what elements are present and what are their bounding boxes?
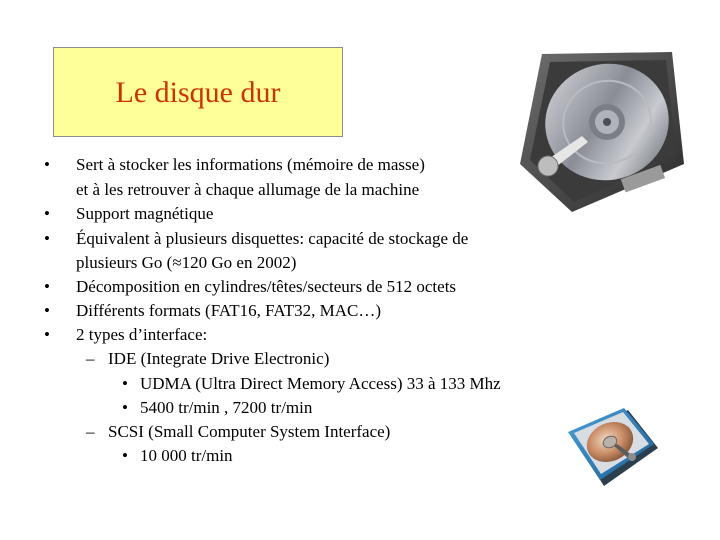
- dash-marker: –: [86, 349, 95, 368]
- dash-marker: –: [86, 422, 95, 441]
- list-item-text: Équivalent à plusieurs disquettes: capacité de stockage de: [76, 229, 469, 248]
- bullet-marker: •: [44, 325, 50, 344]
- sub-sub-list-item-text: 10 000 tr/min: [140, 446, 233, 465]
- title-box: [53, 47, 343, 137]
- slide-title: Le disque dur: [115, 76, 281, 109]
- list-item-text: Différents formats (FAT16, FAT32, MAC…): [76, 301, 382, 320]
- list-item-text: et à les retrouver à chaque allumage de la machine: [76, 180, 420, 199]
- bullet-marker: •: [122, 374, 128, 393]
- sub-sub-list-item-text: UDMA (Ultra Direct Memory Access) 33 à 133 Mhz: [140, 374, 501, 393]
- sub-sub-list-item-text: 5400 tr/min , 7200 tr/min: [140, 398, 313, 417]
- list-item-continuation: [76, 178, 419, 202]
- bullet-marker: •: [44, 229, 50, 248]
- list-item-continuation: [76, 251, 296, 275]
- bullet-marker: •: [44, 277, 50, 296]
- hard-disk-photo-icon: [512, 44, 688, 214]
- list-item-text: Sert à stocker les informations (mémoire de masse): [76, 155, 425, 174]
- sub-list-item-text: SCSI (Small Computer System Interface): [108, 422, 391, 441]
- bullet-marker: •: [44, 155, 50, 174]
- list-item-text: 2 types d’interface:: [76, 325, 208, 344]
- bullet-marker: •: [44, 301, 50, 320]
- hard-disk-clipart-icon: [566, 406, 662, 492]
- list-item-text: plusieurs Go (≈120 Go en 2002): [76, 253, 297, 272]
- bullet-marker: •: [44, 204, 50, 223]
- sub-list-item-text: IDE (Integrate Drive Electronic): [108, 349, 330, 368]
- list-item-text: Support magnétique: [76, 204, 214, 223]
- list-item-text: Décomposition en cylindres/têtes/secteurs de 512 octets: [76, 277, 457, 296]
- bullet-marker: •: [122, 446, 128, 465]
- bullet-marker: •: [122, 398, 128, 417]
